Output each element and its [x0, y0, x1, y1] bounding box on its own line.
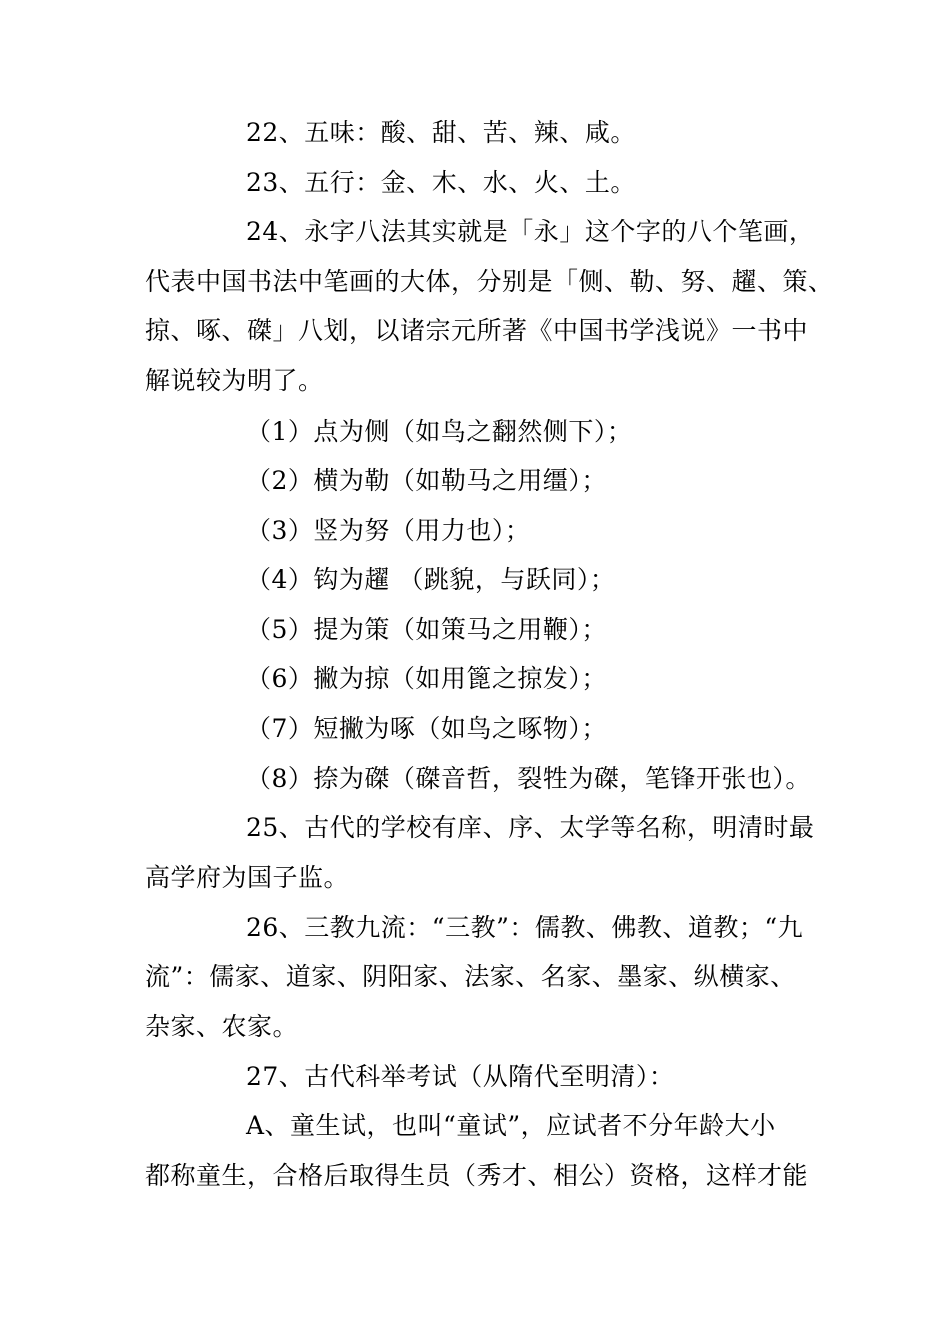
text-line-26-start: 26、三教九流：“三教”：儒教、佛教、道教；“九 — [246, 913, 804, 942]
text-line-stroke-8: （8）捺为磔（磔音哲，裂牲为磔，笔锋开张也）。 — [246, 764, 811, 793]
text-line-26-cont-1: 流”：儒家、道家、阴阳家、法家、名家、墨家、纵横家、 — [145, 962, 796, 991]
text-line-stroke-1: （1）点为侧（如鸟之翻然侧下）； — [246, 417, 633, 446]
text-line-24-cont-2: 掠、啄、磔」八划，以诸宗元所著《中国书学浅说》一书中 — [145, 316, 809, 345]
text-line-stroke-7: （7）短撇为啄（如鸟之啄物）； — [246, 714, 607, 743]
text-line-22: 22、五味：酸、甜、苦、辣、咸。 — [246, 118, 636, 147]
text-line-23: 23、五行：金、木、水、火、土。 — [246, 168, 636, 197]
text-line-25-cont: 高学府为国子监。 — [145, 863, 350, 892]
text-line-24-start: 24、永字八法其实就是「永」这个字的八个笔画， — [246, 217, 815, 246]
text-line-stroke-6: （6）撇为掠（如用篦之掠发）； — [246, 664, 607, 693]
text-line-27a-start: A、童生试，也叫“童试”，应试者不分年龄大小 — [246, 1111, 776, 1140]
text-line-stroke-2: （2）横为勒（如勒马之用缰）； — [246, 466, 607, 495]
text-line-stroke-4: （4）钩为趯 （跳貌，与跃同）； — [246, 565, 616, 594]
text-line-24-cont-3: 解说较为明了。 — [145, 366, 324, 395]
text-line-27a-cont: 都称童生，合格后取得生员（秀才、相公）资格，这样才能 — [145, 1161, 809, 1190]
text-line-26-cont-2: 杂家、农家。 — [145, 1012, 299, 1041]
text-line-24-cont-1: 代表中国书法中笔画的大体，分别是「侧、勒、努、趯、策、 — [145, 267, 834, 296]
text-line-27: 27、古代科举考试（从隋代至明清）： — [246, 1062, 675, 1091]
text-line-stroke-5: （5）提为策（如策马之用鞭）； — [246, 615, 607, 644]
text-line-25-start: 25、古代的学校有庠、序、太学等名称，明清时最 — [246, 813, 815, 842]
text-line-stroke-3: （3）竖为努（用力也）； — [246, 516, 531, 545]
